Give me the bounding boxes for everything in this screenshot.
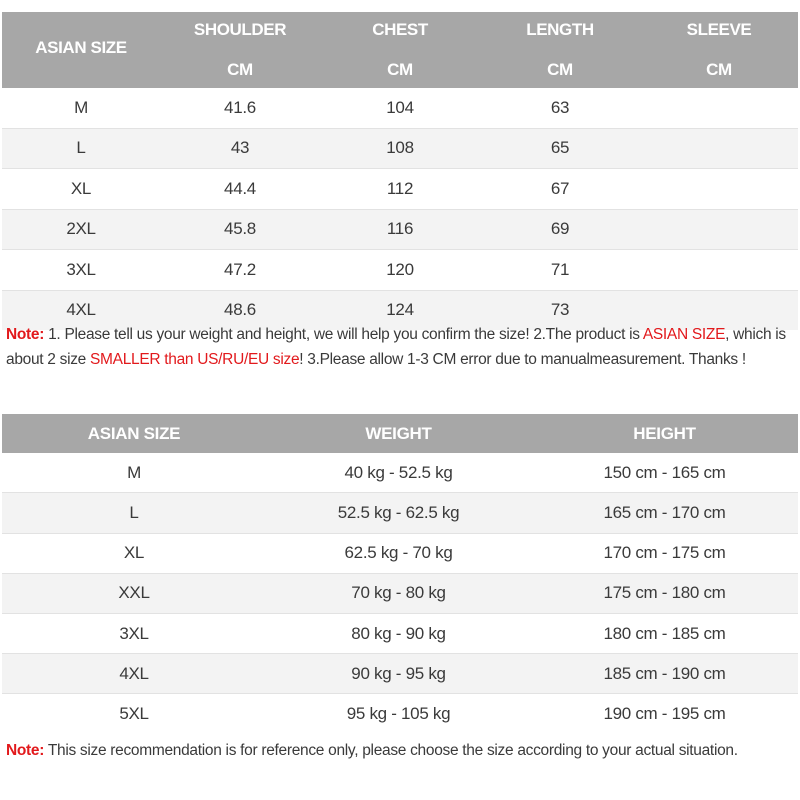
table-row <box>2 613 798 653</box>
table-row <box>2 573 798 613</box>
cell-size: 3XL <box>66 259 96 279</box>
table-row <box>2 128 798 169</box>
cell-weight: 80 kg - 90 kg <box>351 623 446 643</box>
cell-length: 67 <box>550 178 570 198</box>
cell-size: M <box>74 97 88 117</box>
header-sleeve: SLEEVE <box>686 20 752 39</box>
cell-size: L <box>129 502 139 522</box>
cell-size: 2XL <box>66 219 96 239</box>
table-row <box>2 693 798 733</box>
cell-chest: 108 <box>386 138 414 158</box>
cell-size: 4XL <box>119 663 149 683</box>
note-text-part3: ! 3.Please allow 1-3 CM error due to manualmeasurement. Thanks ! <box>299 351 746 368</box>
cell-weight: 52.5 kg - 62.5 kg <box>337 502 460 522</box>
cell-height: 175 cm - 180 cm <box>603 583 726 603</box>
note-highlight-asian-size: ASIAN SIZE <box>642 326 726 343</box>
note-text: This size recommendation is for reference only, please choose the size according to your actual situation. <box>44 742 738 759</box>
cell-size: XXL <box>118 583 150 603</box>
note-label: Note: <box>6 742 45 759</box>
cell-chest: 116 <box>386 219 414 239</box>
header-asian-size: ASIAN SIZE <box>35 38 127 57</box>
table-row <box>2 533 798 573</box>
table-row <box>2 168 798 209</box>
cell-size: XL <box>70 178 92 198</box>
cell-shoulder: 44.4 <box>224 178 256 198</box>
table-row <box>2 453 798 492</box>
size-measurement-table <box>2 12 798 330</box>
size-measurement-header <box>2 12 798 88</box>
cell-length: 71 <box>550 259 570 279</box>
header-asian-size: ASIAN SIZE <box>87 423 181 443</box>
cell-chest: 124 <box>386 300 414 320</box>
table-row <box>2 88 798 128</box>
cell-weight: 70 kg - 80 kg <box>351 583 446 603</box>
cell-height: 150 cm - 165 cm <box>603 462 726 482</box>
header-chest: CHEST <box>372 20 428 39</box>
header-length: LENGTH <box>526 20 594 39</box>
cell-length: 63 <box>550 97 570 117</box>
cell-size: L <box>76 138 86 158</box>
cell-weight: 90 kg - 95 kg <box>351 663 446 683</box>
cell-chest: 120 <box>386 259 414 279</box>
cell-weight: 40 kg - 52.5 kg <box>344 462 453 482</box>
cell-length: 65 <box>550 138 570 158</box>
cell-length: 69 <box>550 219 570 239</box>
cell-height: 180 cm - 185 cm <box>603 623 726 643</box>
header-weight: WEIGHT <box>365 423 432 443</box>
header-shoulder: SHOULDER <box>193 20 287 39</box>
note-text-part2: , which is about 2 size <box>6 326 786 368</box>
cell-chest: 112 <box>386 178 414 198</box>
note-text-part1: 1. Please tell us your weight and height, we will help you confirm the size! 2.The product is <box>44 326 643 343</box>
header-shoulder-unit: CM <box>227 60 253 79</box>
header-chest-unit: CM <box>387 60 413 79</box>
cell-height: 190 cm - 195 cm <box>603 703 726 723</box>
size-note <box>6 322 796 372</box>
cell-shoulder: 48.6 <box>224 300 256 320</box>
note-highlight-smaller: SMALLER than US/RU/EU size <box>90 351 300 368</box>
cell-shoulder: 41.6 <box>224 97 256 117</box>
cell-shoulder: 43 <box>230 138 250 158</box>
table-row <box>2 249 798 290</box>
header-sleeve-unit: CM <box>706 60 732 79</box>
cell-length: 73 <box>550 300 570 320</box>
header-length-unit: CM <box>547 60 573 79</box>
cell-shoulder: 45.8 <box>224 219 256 239</box>
cell-shoulder: 47.2 <box>224 259 256 279</box>
table-row <box>2 209 798 250</box>
cell-size: M <box>127 462 141 482</box>
table-row <box>2 492 798 532</box>
cell-size: 4XL <box>66 300 96 320</box>
cell-chest: 104 <box>386 97 414 117</box>
cell-weight: 95 kg - 105 kg <box>346 703 451 723</box>
cell-height: 170 cm - 175 cm <box>603 543 726 563</box>
cell-size: XL <box>123 543 145 563</box>
cell-height: 165 cm - 170 cm <box>603 502 726 522</box>
reference-note <box>6 738 796 763</box>
cell-weight: 62.5 kg - 70 kg <box>344 543 453 563</box>
size-recommendation-body <box>2 453 798 733</box>
size-recommendation-header <box>2 414 798 453</box>
note-label: Note: <box>6 326 45 343</box>
header-height: HEIGHT <box>633 423 696 443</box>
cell-height: 185 cm - 190 cm <box>603 663 726 683</box>
cell-size: 3XL <box>119 623 149 643</box>
size-recommendation-table <box>2 414 798 734</box>
cell-size: 5XL <box>119 703 149 723</box>
table-row <box>2 653 798 693</box>
size-measurement-body <box>2 88 798 330</box>
